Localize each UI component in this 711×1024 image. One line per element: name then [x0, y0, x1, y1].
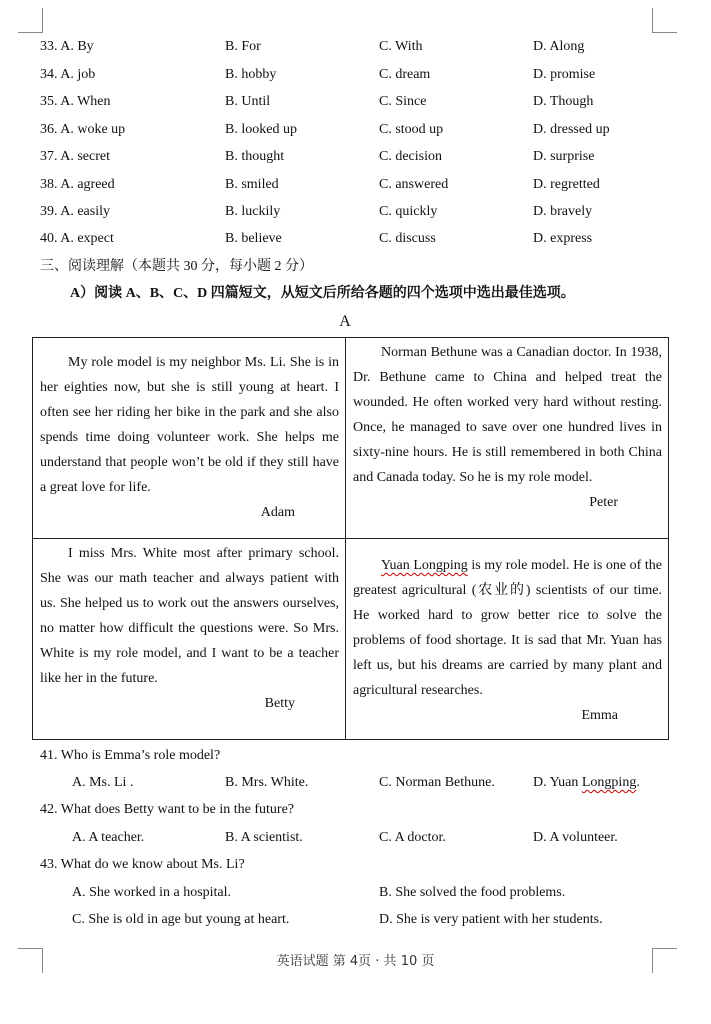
option-row-40: 40. A. expect B. believe C. discuss D. express	[40, 231, 593, 246]
q43-option-d: D. She is very patient with her students.	[379, 912, 603, 927]
section-heading: 三、阅读理解（本题共 30 分，每小题 2 分）	[40, 259, 313, 274]
option-row-37: 37. A. secret B. thought C. decision D. surprise	[40, 149, 595, 164]
author-peter: Peter	[589, 495, 618, 510]
page-footer: 英语试题 第 4页 · 共 10 页	[276, 954, 435, 969]
q41-option-c: C. Norman Bethune.	[379, 775, 495, 790]
passage-table	[32, 337, 669, 740]
option-row-36: 36. A. woke up B. looked up C. stood up D. dressed up	[40, 122, 610, 137]
passage-emma: Yuan Longping is my role model. He is one of the greatest agricultural (农业的) scientists of our time. He worked hard to grow better rice to solve the problems of food shortage. It is sad that Mr. Yuan has left us, but his dreams are carried by many plant and agricultural researches. Emma	[346, 539, 668, 739]
q41-option-a: A. Ms. Li .	[72, 775, 134, 790]
q43-option-a: A. She worked in a hospital.	[72, 885, 232, 900]
option-row-33: 33. A. By B. For C. With D. Along	[40, 39, 585, 54]
q42-option-d: D. A volunteer.	[533, 830, 618, 845]
reading-instruction: A）阅读 A、B、C、D 四篇短文，从短文后所给各题的四个选项中选出最佳选项。	[70, 286, 575, 301]
spellcheck-name: Yuan Longping	[381, 558, 468, 573]
question-42: 42. What does Betty want to be in the future?	[40, 802, 295, 817]
crop-mark-top-left	[18, 8, 43, 33]
q42-option-c: C. A doctor.	[379, 830, 446, 845]
q41-option-b: B. Mrs. White.	[225, 775, 309, 790]
q41-option-d: D. Yuan Longping.	[533, 775, 640, 790]
question-43: 43. What do we know about Ms. Li?	[40, 857, 245, 872]
passage-betty: I miss Mrs. White most after primary school. She was our math teacher and always patient with us. She helped us to work out the answers ourselves, no matter how difficult the questions were. So Mrs. White is my role model, and I want to be a teacher like her in the future. Betty	[33, 539, 346, 739]
q42-option-a: A. A teacher.	[72, 830, 145, 845]
option-row-39: 39. A. easily B. luckily C. quickly D. bravely	[40, 204, 593, 219]
q42-option-b: B. A scientist.	[225, 830, 303, 845]
passage-peter: Norman Bethune was a Canadian doctor. In 1938, Dr. Bethune came to China and helped treat the wounded. He often worked very hard without resting. Once, he managed to save over one hundred lives in sixty-nine hours. He is still remembered in both China and Canada today. So he is my role model. Peter	[346, 338, 668, 539]
option-row-38: 38. A. agreed B. smiled C. answered D. regretted	[40, 177, 600, 192]
crop-mark-top-right	[652, 8, 677, 33]
option-row-35: 35. A. When B. Until C. Since D. Though	[40, 94, 594, 109]
question-41: 41. Who is Emma’s role model?	[40, 748, 221, 763]
passage-label: A	[339, 313, 351, 330]
author-adam: Adam	[260, 505, 295, 520]
author-betty: Betty	[264, 696, 295, 711]
q43-option-b: B. She solved the food problems.	[379, 885, 566, 900]
passage-adam: My role model is my neighbor Ms. Li. She is in her eighties now, but she is still young at heart. I often see her riding her bike in the park and she also spends time doing volunteer work. She helps me understand that people won’t be old if they still have a great love for life. Adam	[33, 338, 346, 539]
q43-option-c: C. She is old in age but young at heart.	[72, 912, 290, 927]
author-emma: Emma	[581, 708, 618, 723]
option-row-34: 34. A. job B. hobby C. dream D. promise	[40, 67, 596, 82]
